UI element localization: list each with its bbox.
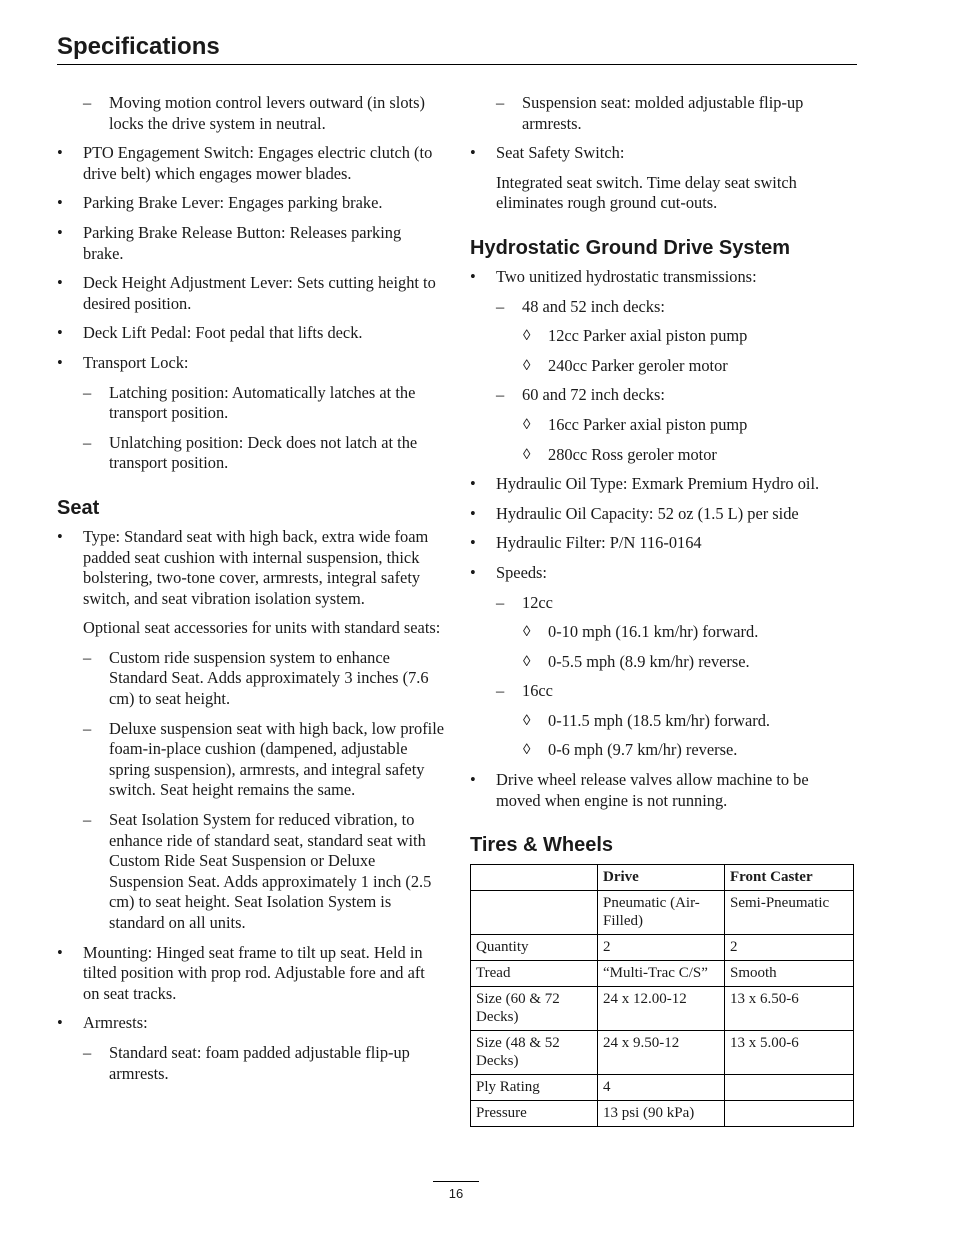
- list-item: • Deck Height Adjustment Lever: Sets cutting height to desired position.: [57, 273, 436, 313]
- table-header-cell: Front Caster: [725, 865, 854, 891]
- tires-heading: Tires & Wheels: [470, 834, 614, 857]
- bullet-marker: •: [470, 143, 476, 163]
- list-item: • Mounting: Hinged seat frame to tilt up seat. Held in tilted position with prop rod. Adjustable fore and aft on seat tracks.: [57, 942, 425, 1003]
- diamond-marker: ◊: [523, 712, 531, 729]
- table-cell: 13 x 5.00-6: [725, 1031, 854, 1075]
- diamond-marker: ◊: [523, 653, 531, 670]
- dash-marker: –: [83, 1042, 92, 1062]
- bullet-marker: •: [470, 503, 476, 523]
- diamond-marker: ◊: [523, 742, 531, 759]
- title-rule: [57, 64, 857, 65]
- bullet-marker: •: [57, 1013, 63, 1033]
- table-cell: Smooth: [725, 961, 854, 987]
- table-cell: Pneumatic (Air-Filled): [598, 891, 725, 935]
- bullet-marker: •: [470, 533, 476, 553]
- list-item: ◊ 16cc Parker axial piston pump: [523, 414, 748, 434]
- page-number: 16: [448, 1186, 464, 1201]
- bullet-marker: •: [57, 222, 63, 242]
- list-item: – 16cc: [496, 681, 553, 701]
- list-item: • Type: Standard seat with high back, extra wide foam padded seat cushion with internal suspension, thick bolstering, two-tone cover, armrests, integral safety switch, and seat vibration isolation system.: [57, 526, 429, 608]
- bullet-marker: •: [470, 562, 476, 582]
- table-cell: Quantity: [471, 935, 598, 961]
- table-row: [471, 961, 854, 987]
- list-item: • Parking Brake Lever: Engages parking brake.: [57, 193, 383, 213]
- dash-marker: –: [496, 592, 505, 612]
- bullet-marker: •: [470, 770, 476, 790]
- list-item: ◊ 0-5.5 mph (8.9 km/hr) reverse.: [523, 651, 750, 671]
- footer-rule: [433, 1181, 479, 1182]
- table-cell: “Multi-Trac C/S”: [598, 961, 725, 987]
- dash-marker: –: [83, 382, 92, 402]
- left-column: [57, 93, 445, 1093]
- diamond-marker: ◊: [523, 357, 531, 374]
- dash-marker: –: [83, 718, 92, 738]
- diamond-marker: ◊: [523, 624, 531, 641]
- list-item: – Unlatching position: Deck does not latch at the transport position.: [83, 432, 418, 473]
- table-header-cell: [471, 865, 598, 891]
- hydro-heading: Hydrostatic Ground Drive System: [470, 236, 791, 259]
- list-item: ◊ 0-11.5 mph (18.5 km/hr) forward.: [523, 710, 770, 730]
- dash-marker: –: [83, 93, 92, 112]
- table-cell: Size (60 & 72 Decks): [471, 987, 598, 1031]
- table-cell: 24 x 9.50-12: [598, 1031, 725, 1075]
- bullet-marker: •: [470, 266, 476, 286]
- list-item: • Hydraulic Oil Capacity: 52 oz (1.5 L) per side: [470, 503, 799, 523]
- right-column: [470, 93, 856, 1127]
- list-item: – 12cc: [496, 592, 553, 612]
- list-item: ◊ 240cc Parker geroler motor: [523, 355, 728, 375]
- table-header-row: [471, 865, 854, 891]
- table-cell: Semi-Pneumatic: [725, 891, 854, 935]
- dash-marker: –: [83, 432, 92, 452]
- list-item: ◊ 0-10 mph (16.1 km/hr) forward.: [523, 622, 759, 642]
- dash-marker: –: [496, 296, 505, 316]
- list-item: ◊ 12cc Parker axial piston pump: [523, 326, 748, 346]
- table-row: [471, 1075, 854, 1101]
- bullet-marker: •: [57, 273, 63, 293]
- table-row: [471, 935, 854, 961]
- table-cell: [725, 1101, 854, 1127]
- bullet-marker: •: [57, 323, 63, 343]
- dash-marker: –: [83, 810, 92, 830]
- list-item: • Seat Safety Switch:: [470, 143, 625, 163]
- paragraph: Optional seat accessories for units with standard seats:: [83, 618, 441, 638]
- table-cell: 13 psi (90 kPa): [598, 1101, 725, 1127]
- bullet-marker: •: [57, 942, 63, 962]
- list-item: ◊ 280cc Ross geroler motor: [523, 444, 717, 464]
- dash-marker: –: [496, 681, 505, 701]
- list-item: – Custom ride suspension system to enhance Standard Seat. Adds approximately 3 inches (7.6 cm) to seat height.: [83, 647, 429, 709]
- list-item: • Drive wheel release valves allow machine to be moved when engine is not running.: [470, 770, 809, 810]
- table-cell: 2: [598, 935, 725, 961]
- dash-marker: –: [83, 647, 92, 667]
- list-item: • Hydraulic Oil Type: Exmark Premium Hydro oil.: [470, 474, 820, 494]
- dash-marker: –: [496, 385, 505, 405]
- table-cell: [471, 891, 598, 935]
- tires-table: [470, 864, 854, 1127]
- page-title: Specifications: [57, 33, 220, 60]
- diamond-marker: ◊: [523, 328, 531, 345]
- bullet-marker: •: [470, 474, 476, 494]
- list-item: – 48 and 52 inch decks:: [496, 296, 665, 316]
- list-item: – Deluxe suspension seat with high back, low profile foam-in-place cushion (dampened, adjustable spring suspension), armrests, and integral safety switch. Seat height remains the same.: [83, 718, 445, 800]
- diamond-marker: ◊: [523, 416, 531, 433]
- list-item: • Parking Brake Release Button: Releases parking brake.: [57, 222, 402, 263]
- list-item: • Deck Lift Pedal: Foot pedal that lifts deck.: [57, 323, 363, 343]
- dash-marker: –: [496, 93, 505, 112]
- table-cell: Pressure: [471, 1101, 598, 1127]
- table-row: [471, 987, 854, 1031]
- bullet-marker: •: [57, 352, 63, 372]
- bullet-marker: •: [57, 193, 63, 213]
- list-item: ◊ 0-6 mph (9.7 km/hr) reverse.: [523, 740, 738, 760]
- table-cell: 2: [725, 935, 854, 961]
- table-cell: Ply Rating: [471, 1075, 598, 1101]
- list-item: • Armrests:: [57, 1013, 148, 1033]
- table-cell: 24 x 12.00-12: [598, 987, 725, 1031]
- list-item: – Seat Isolation System for reduced vibration, to enhance ride of standard seat, standard seat with Custom Ride Seat Suspension or Deluxe Suspension Seat. Adds approximately 1 inch (2.5 cm) to seat height. Seat Isolation System is standard on all units.: [83, 810, 432, 932]
- list-item: – Moving motion control levers outward (in slots) locks the drive system in neutral.: [83, 93, 425, 133]
- table-cell: 4: [598, 1075, 725, 1101]
- bullet-marker: •: [57, 526, 63, 546]
- list-item: • Speeds:: [470, 562, 547, 582]
- table-header-cell: Drive: [598, 865, 725, 891]
- table-cell: Size (48 & 52 Decks): [471, 1031, 598, 1075]
- list-item: – 60 and 72 inch decks:: [496, 385, 665, 405]
- table-cell: 13 x 6.50-6: [725, 987, 854, 1031]
- diamond-marker: ◊: [523, 446, 531, 463]
- list-item: – Standard seat: foam padded adjustable flip-up armrests.: [83, 1042, 410, 1083]
- list-item: • Two unitized hydrostatic transmissions:: [470, 266, 757, 286]
- seat-heading: Seat: [57, 496, 100, 519]
- list-item: • PTO Engagement Switch: Engages electric clutch (to drive belt) which engages mower blades.: [57, 143, 433, 183]
- bullet-marker: •: [57, 143, 63, 163]
- table-cell: [725, 1075, 854, 1101]
- list-item: – Latching position: Automatically latches at the transport position.: [83, 382, 416, 423]
- table-row: [471, 891, 854, 935]
- list-item: – Suspension seat: molded adjustable flip-up armrests.: [496, 93, 804, 133]
- list-item: • Transport Lock:: [57, 352, 189, 372]
- table-cell: Tread: [471, 961, 598, 987]
- table-row: [471, 1101, 854, 1127]
- table-row: [471, 1031, 854, 1075]
- list-item: • Hydraulic Filter: P/N 116-0164: [470, 533, 702, 553]
- paragraph: Integrated seat switch. Time delay seat switch eliminates rough ground cut-outs.: [496, 172, 797, 213]
